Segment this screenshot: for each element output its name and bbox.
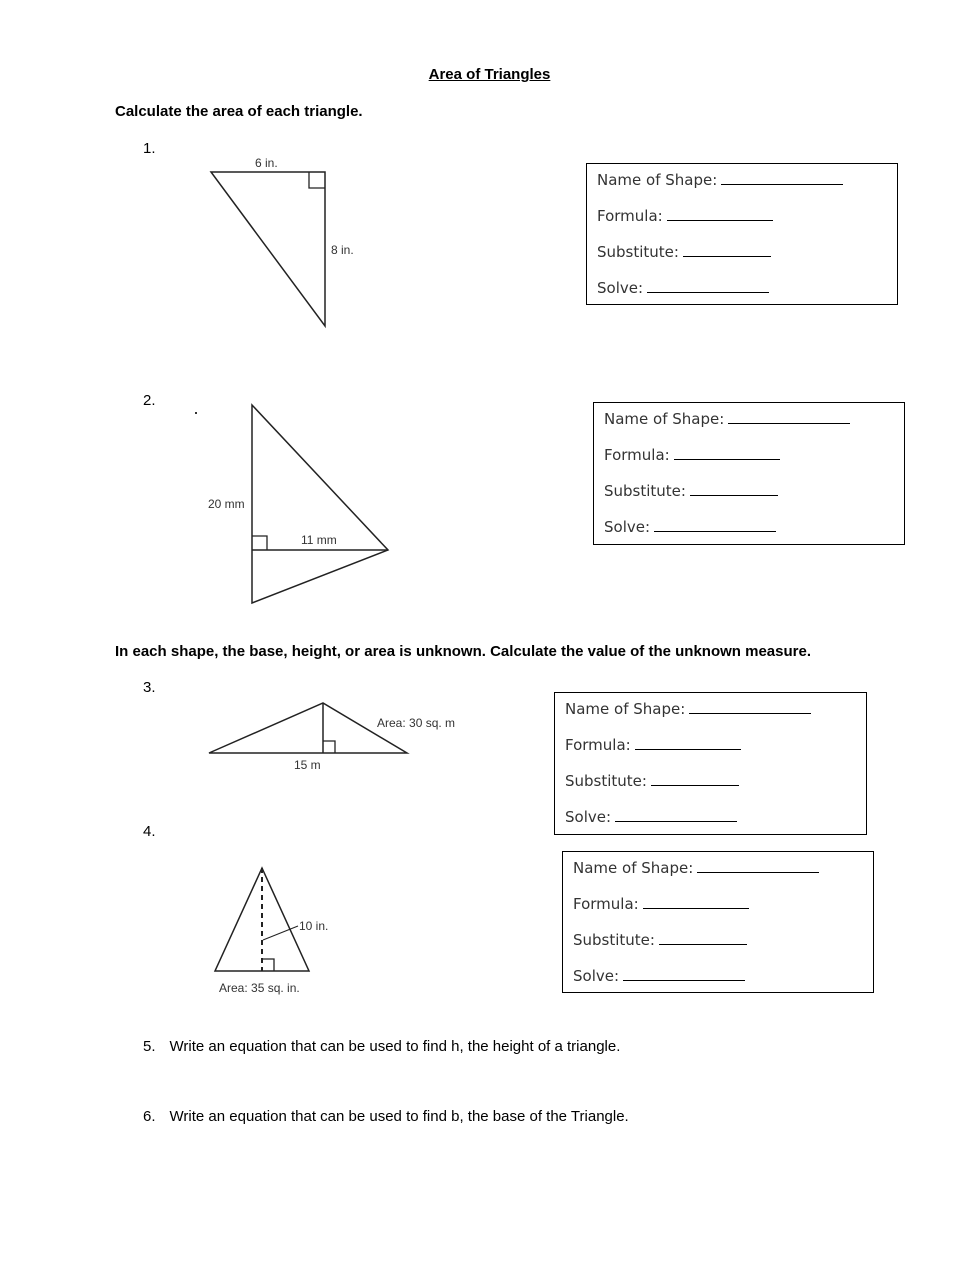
name-blank[interactable]: [721, 171, 843, 185]
label-15m: 15 m: [294, 758, 321, 772]
label-area-30: Area: 30 sq. m: [377, 716, 456, 730]
substitute-blank[interactable]: [651, 772, 739, 786]
answer-box-2: [593, 402, 905, 545]
box-row-solve: Solve:: [565, 808, 737, 826]
right-angle-mark: [309, 172, 325, 188]
substitute-blank[interactable]: [659, 931, 747, 945]
question-6: [143, 1108, 629, 1125]
box-row-solve: Solve:: [604, 518, 776, 536]
box-row-solve: Solve:: [597, 279, 769, 297]
box-row-substitute: Substitute:: [597, 243, 771, 261]
question-6-number: 6.: [143, 1108, 156, 1125]
name-blank[interactable]: [728, 410, 850, 424]
solve-blank[interactable]: [623, 967, 745, 981]
question-5-text: Write an equation that can be used to find h, the height of a triangle.: [169, 1038, 621, 1055]
label-leader: [263, 926, 298, 940]
right-angle-mark: [252, 536, 267, 550]
answer-box-1: [586, 163, 898, 305]
section2-instruction: In each shape, the base, height, or area is unknown. Calculate the value of the unknown measure.: [115, 643, 812, 660]
solve-blank[interactable]: [654, 518, 776, 532]
box-row-name: Name of Shape:: [573, 859, 819, 877]
question-6-text: Write an equation that can be used to find b, the base of the Triangle.: [169, 1108, 629, 1125]
question-5-number: 5.: [143, 1038, 156, 1055]
right-angle-mark: [262, 959, 274, 971]
problem-4-figure: [200, 860, 350, 1000]
box-row-formula: Formula:: [597, 207, 773, 225]
name-blank[interactable]: [689, 700, 811, 714]
problem-2-number: 2.: [143, 392, 156, 409]
triangle-2: [252, 405, 388, 603]
label-11mm: 11 mm: [301, 533, 337, 547]
problem-2-figure: [200, 400, 400, 610]
answer-box-3: [554, 692, 867, 835]
substitute-blank[interactable]: [683, 243, 771, 257]
page-title: Area of Triangles: [428, 66, 551, 83]
label-20mm: 20 mm: [208, 497, 245, 511]
stray-dot: [195, 412, 197, 414]
problem-4-number: 4.: [143, 823, 156, 840]
substitute-blank[interactable]: [690, 482, 778, 496]
label-8in: 8 in.: [331, 243, 354, 257]
problem-1-number: 1.: [143, 140, 156, 157]
box-row-substitute: Substitute:: [604, 482, 778, 500]
formula-blank[interactable]: [635, 736, 741, 750]
box-row-name: Name of Shape:: [604, 410, 850, 428]
problem-3-number: 3.: [143, 679, 156, 696]
label-area-35: Area: 35 sq. in.: [219, 981, 300, 995]
box-row-solve: Solve:: [573, 967, 745, 985]
right-angle-mark: [323, 741, 335, 753]
box-row-substitute: Substitute:: [565, 772, 739, 790]
box-row-name: Name of Shape:: [565, 700, 811, 718]
label-6in: 6 in.: [255, 156, 278, 170]
solve-blank[interactable]: [647, 279, 769, 293]
isosceles-triangle-4: [215, 868, 309, 971]
label-10in: 10 in.: [299, 919, 329, 933]
box-row-formula: Formula:: [565, 736, 741, 754]
formula-blank[interactable]: [674, 446, 780, 460]
question-5: [143, 1038, 620, 1055]
box-row-formula: Formula:: [604, 446, 780, 464]
solve-blank[interactable]: [615, 808, 737, 822]
formula-blank[interactable]: [643, 895, 749, 909]
box-row-formula: Formula:: [573, 895, 749, 913]
box-row-name: Name of Shape:: [597, 171, 843, 189]
problem-1-figure: [200, 150, 370, 335]
right-triangle-1: [211, 172, 325, 326]
problem-3-figure: [200, 695, 480, 780]
name-blank[interactable]: [697, 859, 819, 873]
formula-blank[interactable]: [667, 207, 773, 221]
answer-box-4: [562, 851, 874, 993]
box-row-substitute: Substitute:: [573, 931, 747, 949]
section1-instruction: Calculate the area of each triangle.: [115, 103, 363, 120]
